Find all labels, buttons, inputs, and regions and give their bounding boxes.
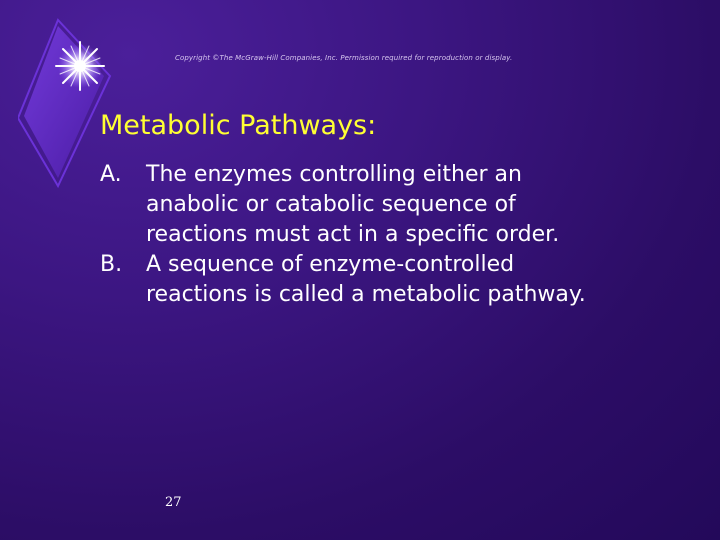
list-item-text [146,250,700,310]
list-item [100,250,700,310]
text-line: A sequence of enzyme-controlled [146,252,515,277]
text-line: The enzymes controlling either an [146,162,522,187]
copyright-notice: Copyright ©The McGraw-Hill Companies, Inc. Permission required for reproduction or display. [175,54,513,62]
slide-title: Metabolic Pathways: [100,110,377,141]
text-line: reactions is called a metabolic pathway. [146,282,586,307]
text-line: anabolic or catabolic sequence of [146,192,516,217]
page-number: 27 [165,495,182,510]
list-item [100,160,700,250]
content-list [100,160,700,310]
text-line: reactions must act in a specific order. [146,222,560,247]
list-item-text [146,160,700,250]
list-marker: A. [100,162,122,187]
list-marker: B. [100,252,123,277]
